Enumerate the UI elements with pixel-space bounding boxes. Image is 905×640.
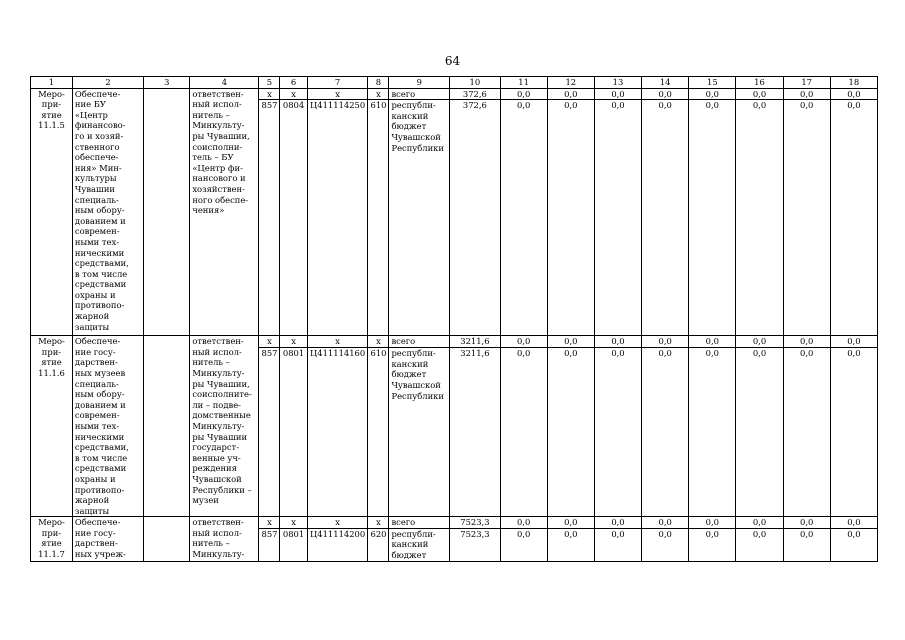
- cell-text-line: при-: [41, 346, 62, 357]
- cell-text-line: охраны и: [74, 289, 116, 300]
- measure-description-cell: [72, 336, 143, 517]
- header-cell: 12: [547, 77, 594, 89]
- cell-text-line: обеспече-: [74, 152, 119, 163]
- cell-text-line: противопо-: [74, 300, 125, 311]
- year-amount-cell: 0,0: [830, 517, 877, 529]
- year-amount-cell: 0,0: [642, 100, 689, 336]
- cell-text-line: нитель –: [192, 538, 230, 549]
- cell-text-line: дарствен-: [74, 538, 118, 549]
- cell-text-line: Республики: [391, 142, 444, 153]
- cell-text-line: канский: [391, 110, 429, 121]
- year-amount-cell: 0,0: [736, 336, 783, 348]
- cell-text-line: канский: [391, 539, 429, 550]
- year-amount-cell: 0,0: [594, 528, 641, 561]
- cell-text-line: Минкульту-: [192, 420, 245, 431]
- year-amount-cell: 0,0: [547, 88, 594, 100]
- budget-table: [30, 76, 878, 562]
- year-amount-cell: 0,0: [689, 517, 736, 529]
- year-amount-cell: 0,0: [689, 528, 736, 561]
- year-amount-cell: 0,0: [830, 88, 877, 100]
- cell-text-line: нансового и: [192, 173, 246, 184]
- cell-text-line: соисполни-: [192, 141, 243, 152]
- cell-text-line: ние госу-: [74, 346, 116, 357]
- header-cell: 16: [736, 77, 783, 89]
- target-article-cell: Ц411114250: [307, 100, 368, 336]
- target-article-cell: x: [307, 336, 368, 348]
- cell-text-line: ние госу-: [74, 527, 116, 538]
- cell-text-line: республи-: [391, 348, 436, 359]
- cell-text-line: Чувашской: [391, 131, 441, 142]
- year-amount-cell: 0,0: [500, 100, 547, 336]
- column-3-cell: [144, 336, 190, 517]
- section-code-cell: x: [280, 517, 307, 529]
- year-amount-cell: 0,0: [594, 88, 641, 100]
- cell-text-line: ятие: [41, 109, 62, 120]
- table-row-total: [31, 88, 878, 100]
- grbs-code-cell: 857: [259, 348, 280, 517]
- amount-total-cell: 3211,6: [450, 336, 500, 348]
- header-cell: 17: [783, 77, 830, 89]
- section-code-cell: 0801: [280, 348, 307, 517]
- cell-text-line: специаль-: [74, 194, 119, 205]
- expense-type-cell: x: [368, 88, 389, 100]
- year-amount-cell: 0,0: [783, 517, 830, 529]
- cell-text-line: ние БУ: [74, 99, 106, 110]
- cell-text-line: ятие: [41, 538, 62, 549]
- year-amount-cell: 0,0: [642, 88, 689, 100]
- measure-description-cell: [72, 88, 143, 336]
- cell-text-line: «Центр фи-: [192, 162, 243, 173]
- header-cell: 4: [190, 77, 259, 89]
- funding-source-cell: [389, 348, 450, 517]
- cell-text-line: Чувашской: [192, 473, 242, 484]
- expense-type-cell: x: [368, 336, 389, 348]
- cell-text-line: ный испол-: [192, 99, 242, 110]
- header-cell: 15: [689, 77, 736, 89]
- year-amount-cell: 0,0: [642, 348, 689, 517]
- cell-text-line: ственного: [74, 141, 120, 152]
- year-amount-cell: 0,0: [547, 100, 594, 336]
- cell-text-line: «Центр: [74, 109, 108, 120]
- year-amount-cell: 0,0: [736, 348, 783, 517]
- cell-text-line: жарной: [74, 311, 110, 322]
- grbs-code-cell: x: [259, 88, 280, 100]
- measure-description-cell: [72, 517, 143, 562]
- cell-text-line: Обеспече-: [74, 88, 121, 99]
- measure-name-cell: [31, 517, 73, 562]
- year-amount-cell: 0,0: [783, 100, 830, 336]
- year-amount-cell: 0,0: [642, 336, 689, 348]
- cell-text-line: Минкульту-: [192, 549, 245, 560]
- year-amount-cell: 0,0: [783, 348, 830, 517]
- cell-text-line: Республики: [391, 390, 444, 401]
- year-amount-cell: 0,0: [500, 336, 547, 348]
- section-code-cell: 0801: [280, 528, 307, 561]
- measure-name-cell: [31, 88, 73, 336]
- funding-source-cell: всего: [389, 88, 450, 100]
- cell-text-line: бюджет: [391, 121, 427, 132]
- expense-type-cell: 610: [368, 100, 389, 336]
- year-amount-cell: 0,0: [783, 88, 830, 100]
- year-amount-cell: 0,0: [689, 336, 736, 348]
- cell-text-line: ры Чувашии,: [192, 130, 250, 141]
- cell-text-line: ным обору-: [74, 205, 125, 216]
- year-amount-cell: 0,0: [547, 348, 594, 517]
- cell-text-line: средствами,: [74, 442, 129, 453]
- cell-text-line: ных учреж-: [74, 549, 126, 560]
- grbs-code-cell: 857: [259, 100, 280, 336]
- responsible-executor-cell: [190, 88, 259, 336]
- cell-text-line: средствами,: [74, 258, 129, 269]
- cell-text-line: защиты: [74, 505, 110, 516]
- cell-text-line: Обеспече-: [74, 517, 121, 528]
- year-amount-cell: 0,0: [736, 528, 783, 561]
- cell-text-line: ными тех-: [74, 236, 120, 247]
- cell-text-line: канский: [391, 358, 429, 369]
- section-code-cell: x: [280, 336, 307, 348]
- header-cell: 1: [31, 77, 73, 89]
- amount-total-cell: 7523,3: [450, 528, 500, 561]
- amount-total-cell: 7523,3: [450, 517, 500, 529]
- cell-text-line: бюджет: [391, 369, 427, 380]
- cell-text-line: ры Чувашии: [192, 431, 248, 442]
- cell-text-line: ными тех-: [74, 420, 120, 431]
- cell-text-line: республи-: [391, 100, 436, 111]
- cell-text-line: соисполните-: [192, 389, 252, 400]
- year-amount-cell: 0,0: [689, 100, 736, 336]
- cell-text-line: жарной: [74, 495, 110, 506]
- section-code-cell: x: [280, 88, 307, 100]
- header-cell: 6: [280, 77, 307, 89]
- year-amount-cell: 0,0: [830, 528, 877, 561]
- amount-total-cell: 372,6: [450, 100, 500, 336]
- year-amount-cell: 0,0: [594, 100, 641, 336]
- cell-text-line: Минкульту-: [192, 367, 245, 378]
- year-amount-cell: 0,0: [736, 88, 783, 100]
- cell-text-line: реждения: [192, 463, 237, 474]
- cell-text-line: современ-: [74, 226, 120, 237]
- cell-text-line: ли – подве-: [192, 399, 242, 410]
- cell-text-line: 11.1.5: [38, 120, 65, 131]
- cell-text-line: специаль-: [74, 378, 119, 389]
- cell-text-line: Минкульту-: [192, 120, 245, 131]
- year-amount-cell: 0,0: [594, 336, 641, 348]
- cell-text-line: в том числе: [74, 268, 128, 279]
- target-article-cell: Ц411114200: [307, 528, 368, 561]
- funding-source-cell: [389, 100, 450, 336]
- header-cell: 18: [830, 77, 877, 89]
- cell-text-line: Меро-: [38, 517, 65, 528]
- year-amount-cell: 0,0: [500, 348, 547, 517]
- year-amount-cell: 0,0: [830, 336, 877, 348]
- year-amount-cell: 0,0: [736, 517, 783, 529]
- responsible-executor-cell: [190, 517, 259, 562]
- cell-text-line: чения»: [192, 205, 225, 216]
- year-amount-cell: 0,0: [594, 348, 641, 517]
- year-amount-cell: 0,0: [500, 517, 547, 529]
- cell-text-line: Чувашской: [391, 379, 441, 390]
- cell-text-line: ния» Мин-: [74, 162, 122, 173]
- page-number: 64: [444, 54, 461, 68]
- cell-text-line: домственные: [192, 410, 251, 421]
- funding-source-cell: [389, 528, 450, 561]
- target-article-cell: Ц411114160: [307, 348, 368, 517]
- header-cell: 2: [72, 77, 143, 89]
- cell-text-line: современ-: [74, 410, 120, 421]
- cell-text-line: дарствен-: [74, 357, 118, 368]
- cell-text-line: нитель –: [192, 109, 230, 120]
- responsible-executor-cell: [190, 336, 259, 517]
- amount-total-cell: 372,6: [450, 88, 500, 100]
- cell-text-line: при-: [41, 99, 62, 110]
- year-amount-cell: 0,0: [830, 100, 877, 336]
- amount-total-cell: 3211,6: [450, 348, 500, 517]
- cell-text-line: при-: [41, 527, 62, 538]
- target-article-cell: x: [307, 517, 368, 529]
- expense-type-cell: 620: [368, 528, 389, 561]
- year-amount-cell: 0,0: [547, 517, 594, 529]
- header-cell: 14: [642, 77, 689, 89]
- cell-text-line: противопо-: [74, 484, 125, 495]
- header-cell: 10: [450, 77, 500, 89]
- cell-text-line: ных музеев: [74, 367, 126, 378]
- cell-text-line: ного обеспе-: [192, 194, 249, 205]
- cell-text-line: средствами: [74, 279, 127, 290]
- funding-source-cell: всего: [389, 517, 450, 529]
- cell-text-line: финансово-: [74, 120, 126, 131]
- header-cell: 8: [368, 77, 389, 89]
- year-amount-cell: 0,0: [642, 517, 689, 529]
- header-cell: 9: [389, 77, 450, 89]
- cell-text-line: ническими: [74, 247, 125, 258]
- cell-text-line: Чувашии: [74, 183, 115, 194]
- cell-text-line: ным обору-: [74, 389, 125, 400]
- year-amount-cell: 0,0: [783, 528, 830, 561]
- header-cell: 7: [307, 77, 368, 89]
- year-amount-cell: 0,0: [594, 517, 641, 529]
- cell-text-line: в том числе: [74, 452, 128, 463]
- header-row: [31, 77, 878, 89]
- header-cell: 5: [259, 77, 280, 89]
- grbs-code-cell: x: [259, 336, 280, 348]
- year-amount-cell: 0,0: [642, 528, 689, 561]
- cell-text-line: бюджет: [391, 550, 427, 561]
- cell-text-line: тель – БУ: [192, 152, 234, 163]
- column-3-cell: [144, 88, 190, 336]
- cell-text-line: ный испол-: [192, 527, 242, 538]
- year-amount-cell: 0,0: [783, 336, 830, 348]
- header-cell: 13: [594, 77, 641, 89]
- cell-text-line: дованием и: [74, 399, 126, 410]
- cell-text-line: Меро-: [38, 336, 65, 347]
- cell-text-line: ответствен-: [192, 517, 244, 528]
- year-amount-cell: 0,0: [500, 88, 547, 100]
- year-amount-cell: 0,0: [547, 528, 594, 561]
- grbs-code-cell: 857: [259, 528, 280, 561]
- year-amount-cell: 0,0: [736, 100, 783, 336]
- expense-type-cell: 610: [368, 348, 389, 517]
- cell-text-line: средствами: [74, 463, 127, 474]
- grbs-code-cell: x: [259, 517, 280, 529]
- cell-text-line: ответствен-: [192, 88, 244, 99]
- cell-text-line: го и хозяй-: [74, 130, 124, 141]
- cell-text-line: Меро-: [38, 88, 65, 99]
- cell-text-line: культуры: [74, 173, 117, 184]
- header-cell: 3: [144, 77, 190, 89]
- cell-text-line: защиты: [74, 321, 110, 332]
- year-amount-cell: 0,0: [830, 348, 877, 517]
- cell-text-line: дованием и: [74, 215, 126, 226]
- cell-text-line: 11.1.7: [38, 549, 65, 560]
- cell-text-line: ническими: [74, 431, 125, 442]
- cell-text-line: 11.1.6: [38, 367, 65, 378]
- cell-text-line: охраны и: [74, 473, 116, 484]
- cell-text-line: хозяйствен-: [192, 183, 245, 194]
- column-3-cell: [144, 517, 190, 562]
- expense-type-cell: x: [368, 517, 389, 529]
- cell-text-line: музеи: [192, 495, 219, 506]
- year-amount-cell: 0,0: [500, 528, 547, 561]
- header-cell: 11: [500, 77, 547, 89]
- measure-name-cell: [31, 336, 73, 517]
- funding-source-cell: всего: [389, 336, 450, 348]
- cell-text-line: венные уч-: [192, 452, 241, 463]
- table-row-total: [31, 336, 878, 348]
- cell-text-line: Обеспече-: [74, 336, 121, 347]
- cell-text-line: ры Чувашии,: [192, 378, 250, 389]
- year-amount-cell: 0,0: [689, 348, 736, 517]
- cell-text-line: ятие: [41, 357, 62, 368]
- target-article-cell: x: [307, 88, 368, 100]
- cell-text-line: нитель –: [192, 357, 230, 368]
- cell-text-line: Республики –: [192, 484, 252, 495]
- year-amount-cell: 0,0: [547, 336, 594, 348]
- cell-text-line: государст-: [192, 442, 240, 453]
- cell-text-line: ответствен-: [192, 336, 244, 347]
- year-amount-cell: 0,0: [689, 88, 736, 100]
- section-code-cell: 0804: [280, 100, 307, 336]
- table-row-total: [31, 517, 878, 529]
- cell-text-line: республи-: [391, 528, 436, 539]
- cell-text-line: ный испол-: [192, 346, 242, 357]
